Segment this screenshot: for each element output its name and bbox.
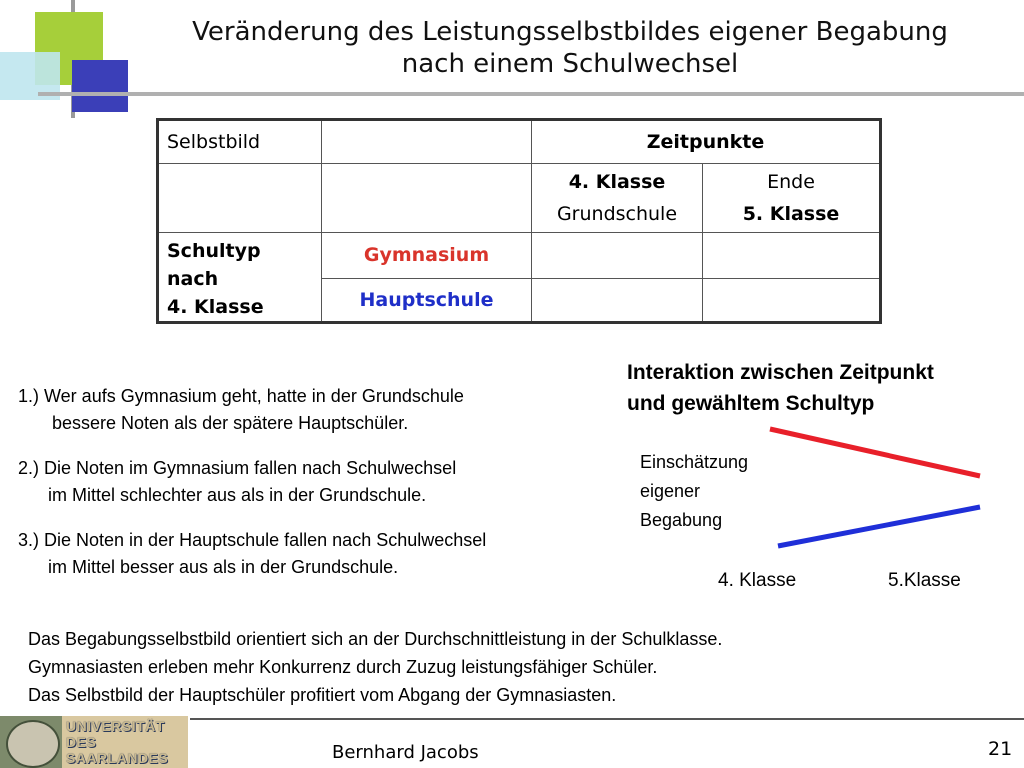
col-4-klasse-label: 4. Klasse xyxy=(568,171,666,193)
table-row xyxy=(158,233,881,279)
title-line-1: Veränderung des Leistungsselbstbildes eigener Begabung xyxy=(192,17,948,47)
logo-line-1: UNIVERSITÄT xyxy=(66,718,165,734)
hauptschule-line xyxy=(778,507,980,546)
interaction-ylabel xyxy=(640,448,748,535)
row-gymnasium: Gymnasium xyxy=(322,233,532,279)
row-hauptschule: Hauptschule xyxy=(322,278,532,323)
header-zeitpunkte: Zeitpunkte xyxy=(532,120,881,164)
table-row xyxy=(158,164,881,233)
point-1-line-2: bessere Noten als der spätere Hauptschüler. xyxy=(52,413,409,433)
point-1 xyxy=(18,383,464,437)
row-schultyp-label xyxy=(158,233,322,323)
gymnasium-line xyxy=(770,429,980,476)
logo-line-3: SAARLANDES xyxy=(66,750,169,766)
col-ende-label: Ende xyxy=(767,171,815,193)
decor-horizontal-line xyxy=(38,92,1024,96)
point-2 xyxy=(18,455,456,509)
table-cell-empty xyxy=(532,278,703,323)
point-1-line-1: 1.) Wer aufs Gymnasium geht, hatte in der Grundschule xyxy=(18,386,464,406)
table-cell-empty xyxy=(322,120,532,164)
selbstbild-table xyxy=(156,118,882,324)
logo-text xyxy=(66,718,184,766)
col-4-klasse-sub: Grundschule xyxy=(556,203,678,225)
schultyp-line-2: nach xyxy=(167,268,219,290)
interaction-title xyxy=(627,357,934,419)
summary-line-1: Das Begabungsselbstbild orientiert sich an der Durchschnittleistung in der Schulklasse. xyxy=(28,629,723,649)
schultyp-line-1: Schultyp xyxy=(167,240,261,262)
title-line-2: nach einem Schulwechsel xyxy=(401,49,739,79)
schultyp-line-3: 4. Klasse xyxy=(167,296,264,318)
decor-blue-square xyxy=(72,60,128,112)
summary-line-2: Gymnasiasten erleben mehr Konkurrenz durch Zuzug leistungsfähiger Schüler. xyxy=(28,657,658,677)
ylabel-line-3: Begabung xyxy=(640,510,723,530)
interaction-title-line-2: und gewähltem Schultyp xyxy=(627,392,875,415)
table-cell-empty xyxy=(703,278,881,323)
table-row xyxy=(158,120,881,164)
header-selbstbild: Selbstbild xyxy=(158,120,322,164)
seal-icon xyxy=(0,716,62,768)
point-2-line-2: im Mittel schlechter aus als in der Grundschule. xyxy=(48,485,427,505)
point-2-line-1: 2.) Die Noten im Gymnasium fallen nach Schulwechsel xyxy=(18,458,457,478)
point-3-line-2: im Mittel besser aus als in der Grundschule. xyxy=(48,557,399,577)
summary-text xyxy=(28,625,722,709)
col-4-klasse xyxy=(532,164,703,233)
x-label-4-klasse: 4. Klasse xyxy=(718,570,797,591)
table-cell-empty xyxy=(532,233,703,279)
page-number: 21 xyxy=(988,738,1013,760)
university-logo xyxy=(0,716,188,768)
table-cell-empty xyxy=(322,164,532,233)
point-3 xyxy=(18,527,486,581)
summary-line-3: Das Selbstbild der Hauptschüler profitiert vom Abgang der Gymnasiasten. xyxy=(28,685,617,705)
col-ende-5-klasse xyxy=(703,164,881,233)
footer-divider xyxy=(190,718,1024,720)
interaction-title-line-1: Interaktion zwischen Zeitpunkt xyxy=(627,361,934,384)
table-cell-empty xyxy=(703,233,881,279)
x-label-5-klasse: 5.Klasse xyxy=(888,570,961,591)
author-name: Bernhard Jacobs xyxy=(332,742,479,763)
ylabel-line-1: Einschätzung xyxy=(640,452,749,472)
table-cell-empty xyxy=(158,164,322,233)
point-3-line-1: 3.) Die Noten in der Hauptschule fallen nach Schulwechsel xyxy=(18,530,487,550)
col-5-klasse-label: 5. Klasse xyxy=(742,203,840,225)
logo-line-2: DES xyxy=(66,734,97,750)
ylabel-line-2: eigener xyxy=(640,481,701,501)
slide-title xyxy=(130,16,1010,80)
interaction-lines xyxy=(760,415,990,555)
